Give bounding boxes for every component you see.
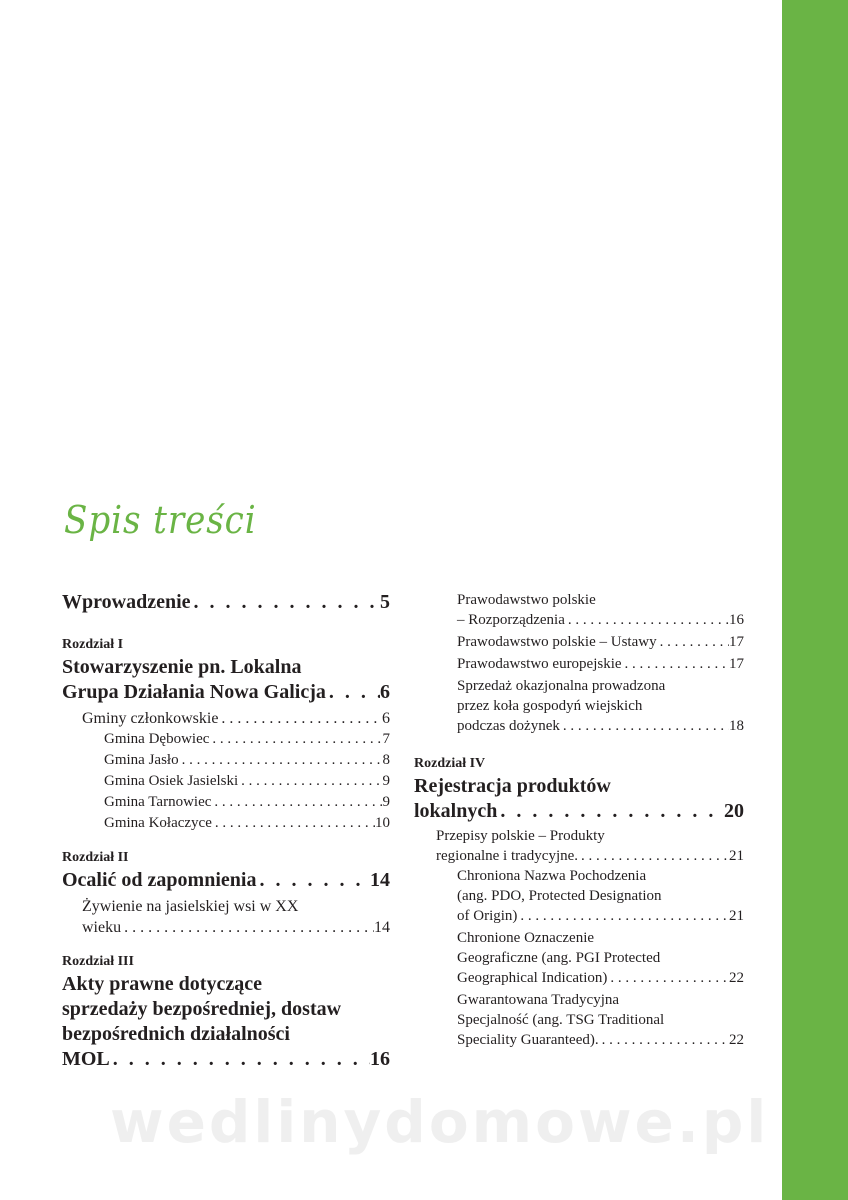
toc-entry-zywienie[interactable]	[62, 917, 390, 938]
toc-entry-osiek[interactable]	[62, 771, 390, 792]
toc-entry-title: Gmina Tarnowiec	[104, 794, 212, 810]
toc-entry-pdo-line1[interactable]: Chroniona Nazwa Pochodzenia	[457, 868, 647, 884]
chapter-label-4: Rozdział IV	[414, 756, 486, 771]
chapter-title-3-line3[interactable]: bezpośrednich działalności	[62, 1023, 290, 1045]
toc-entry-page: 22	[729, 970, 744, 986]
leader-dots	[209, 729, 382, 750]
toc-entry-rozporzadzenia[interactable]	[414, 610, 744, 630]
toc-entry-title: Gmina Kołaczyce	[104, 815, 212, 831]
toc-entry-title: Prawodawstwo polskie – Ustawy	[457, 634, 657, 650]
toc-entry-page: 5	[380, 591, 390, 613]
leader-dots	[497, 799, 724, 824]
toc-entry-title: Wprowadzenie	[62, 591, 191, 613]
toc-entry-page: 20	[724, 800, 744, 822]
toc-entry-tsg-line1[interactable]: Gwarantowana Tradycyjna	[457, 992, 620, 1008]
watermark-text: wedlinydomowe.pl	[110, 1088, 770, 1156]
toc-entry-chapter4[interactable]	[414, 799, 744, 824]
toc-entry-title: Speciality Guaranteed).	[457, 1032, 599, 1048]
toc-entry-page: 6	[382, 710, 390, 727]
toc-entry-rozporzadzenia-line1[interactable]: Prawodawstwo polskie	[457, 592, 596, 608]
toc-entry-kolaczyce[interactable]	[62, 813, 390, 834]
toc-entry-pgi[interactable]	[414, 968, 744, 988]
chapter-label-1: Rozdział I	[62, 637, 124, 652]
toc-right-column	[414, 590, 744, 1050]
toc-entry-title: of Origin)	[457, 908, 518, 924]
toc-entry-title: – Rozporządzenia	[457, 612, 565, 628]
toc-entry-page: 22	[729, 1032, 744, 1048]
toc-entry-page: 6	[380, 681, 390, 703]
toc-entry-page: 9	[382, 773, 390, 789]
toc-entry-pgi-line1[interactable]: Chronione Oznaczenie	[457, 930, 595, 946]
toc-entry-title: Gmina Jasło	[104, 752, 179, 768]
leader-dots	[121, 917, 374, 938]
toc-entry-debowiec[interactable]	[62, 729, 390, 750]
chapter-title-3-line1[interactable]: Akty prawne dotyczące	[62, 973, 262, 995]
toc-entry-title: wieku	[82, 919, 122, 936]
toc-entry-pgi-line2[interactable]: Geograficzne (ang. PGI Protected	[457, 950, 661, 966]
leader-dots	[622, 654, 729, 674]
toc-entry-title: Prawodawstwo europejskie	[457, 656, 622, 672]
toc-entry-page: 16	[370, 1048, 390, 1070]
toc-entry-page: 21	[729, 848, 744, 864]
chapter-label-3: Rozdział III	[62, 954, 134, 969]
toc-entry-page: 14	[374, 919, 390, 936]
toc-entry-chapter2[interactable]	[62, 868, 390, 893]
toc-entry-tsg-line2[interactable]: Specjalność (ang. TSG Traditional	[457, 1012, 665, 1028]
toc-entry-europejskie[interactable]	[414, 654, 744, 674]
toc-entry-page: 8	[382, 752, 390, 768]
leader-dots	[607, 968, 729, 988]
leader-dots	[599, 1030, 729, 1050]
toc-entry-page: 9	[382, 794, 390, 810]
toc-entry-zywienie-line1[interactable]: Żywienie na jasielskiej wsi w XX	[82, 898, 299, 915]
toc-entry-chapter3[interactable]	[62, 1047, 390, 1072]
toc-entry-title: Gmina Dębowiec	[104, 731, 210, 747]
leader-dots	[578, 846, 729, 866]
toc-entry-tsg[interactable]	[414, 1030, 744, 1050]
toc-entry-przepisy-line1[interactable]: Przepisy polskie – Produkty	[436, 828, 605, 844]
toc-entry-title: podczas dożynek	[457, 718, 560, 734]
leader-dots	[179, 750, 383, 771]
toc-entry-title: Gmina Osiek Jasielski	[104, 773, 239, 789]
leader-dots	[517, 906, 729, 926]
toc-left-column	[62, 590, 390, 1072]
toc-entry-title: Gminy członkowskie	[82, 710, 219, 727]
toc-entry-title: MOL	[62, 1048, 110, 1070]
toc-entry-page: 7	[382, 731, 390, 747]
green-side-bar	[782, 0, 848, 1200]
toc-entry-jaslo[interactable]	[62, 750, 390, 771]
chapter-title-4-line1[interactable]: Rejestracja produktów	[414, 775, 611, 797]
leader-dots	[191, 590, 380, 615]
toc-entry-tarnowiec[interactable]	[62, 792, 390, 813]
toc-entry-chapter1[interactable]	[62, 680, 390, 705]
toc-entry-page: 10	[375, 815, 390, 831]
toc-entry-dozynki-line1[interactable]: Sprzedaż okazjonalna prowadzona	[457, 678, 666, 694]
leader-dots	[326, 680, 380, 705]
leader-dots	[565, 610, 729, 630]
toc-entry-page: 16	[729, 612, 744, 628]
toc-entry-title: Geographical Indication)	[457, 970, 608, 986]
leader-dots	[218, 708, 382, 729]
toc-entry-przepisy[interactable]	[414, 846, 744, 866]
toc-entry-pdo-line2[interactable]: (ang. PDO, Protected Designation	[457, 888, 662, 904]
toc-entry-gminy[interactable]	[62, 708, 390, 729]
toc-entry-intro[interactable]	[62, 590, 390, 615]
toc-entry-page: 17	[729, 634, 744, 650]
toc-entry-title: Ocalić od zapomnienia	[62, 869, 257, 891]
toc-entry-page: 14	[370, 869, 390, 891]
leader-dots	[560, 716, 729, 736]
toc-entry-pdo[interactable]	[414, 906, 744, 926]
leader-dots	[256, 868, 370, 893]
toc-entry-page: 21	[729, 908, 744, 924]
chapter-title-1-line1[interactable]: Stowarzyszenie pn. Lokalna	[62, 656, 302, 678]
toc-entry-title: lokalnych	[414, 800, 498, 822]
toc-entry-page: 17	[729, 656, 744, 672]
page-title: Spis treści	[64, 498, 257, 542]
toc-entry-title: Grupa Działania Nowa Galicja	[62, 681, 326, 703]
leader-dots	[212, 813, 375, 834]
chapter-label-2: Rozdział II	[62, 850, 129, 865]
leader-dots	[238, 771, 382, 792]
toc-entry-dozynki[interactable]	[414, 716, 744, 736]
toc-entry-ustawy[interactable]	[414, 632, 744, 652]
leader-dots	[110, 1047, 370, 1072]
chapter-title-3-line2[interactable]: sprzedaży bezpośredniej, dostaw	[62, 998, 342, 1020]
toc-entry-page: 18	[729, 718, 744, 734]
leader-dots	[657, 632, 729, 652]
leader-dots	[211, 792, 382, 813]
toc-entry-dozynki-line2[interactable]: przez koła gospodyń wiejskich	[457, 698, 643, 714]
toc-entry-title: regionalne i tradycyjne.	[436, 848, 579, 864]
